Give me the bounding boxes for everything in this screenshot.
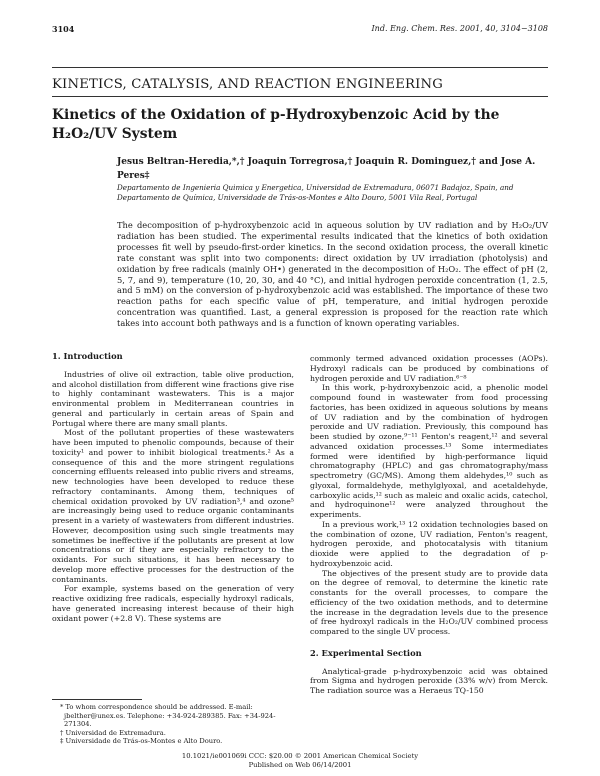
- journal-citation: Ind. Eng. Chem. Res. 2001, 40, 3104−3108: [371, 24, 548, 33]
- footnote-rule: [52, 699, 142, 700]
- section-rule: [52, 96, 548, 97]
- affiliations: [117, 183, 548, 203]
- footnote-dagger: † Universidad de Extremadura.: [60, 728, 166, 737]
- intro-paragraph-6: In a previous work,¹³ 12 oxidation technologies based on the combination of ozone, UV radiation, Fenton's reagent, hydrogen peroxide, and photocatalysis with titanium dioxide were applied to the degradation of p-hydroxybenzoic acid.: [310, 519, 548, 568]
- doi-copyright-line: 10.1021/ie001069i CCC: $20.00 © 2001 American Chemical Society: [181, 752, 419, 760]
- experimental-heading: 2. Experimental Section: [310, 647, 422, 658]
- page-number: 3104: [52, 24, 75, 34]
- affiliation-1: Departamento de Ingenieria Quimica y Energetica, Universidad de Extremadura, 06071 Badajoz, Spain, and: [117, 183, 514, 192]
- publication-date: Published on Web 06/14/2001: [248, 760, 352, 769]
- intro-paragraph-1: Industries of olive oil extraction, table olive production, and alcohol distillation from different wine fractions give rise to highly contaminant wastewaters. This is a major environmental problem in Mediterranean countries in general and particularly in certain areas of Spain and Portugal where there are many small plants.: [52, 369, 294, 428]
- article-title: Kinetics of the Oxidation of p-Hydroxybenzoic Acid by the H₂O₂/UV System: [52, 107, 500, 142]
- intro-paragraph-5: In this work, p-hydroxybenzoic acid, a phenolic model compound found in wastewater from food processing factories, has been oxidized in aqueous solutions by means of UV radiation and by the combination of hydrogen peroxide and UV radiation. Previously, this compound has been studied by ozone,⁹⁻¹¹ Fenton's reagent,¹² and several advanced oxidation processes.¹³ Some intermediates formed were identified by high-performance liquid chromatography (HPLC) and gas chromatography/mass spectrometry (GC/MS). Among them aldehydes,¹⁰ such as glyoxal, formaldehyde, methylglyoxal, and acetaldehyde, carboxylic acids,¹² such as maleic and oxalic acids, catechol, and hydroquinone¹² were analyzed throughout the experiments.: [310, 383, 548, 519]
- intro-paragraph-4: commonly termed advanced oxidation processes (AOPs). Hydroxyl radicals can be produced by combinations of hydrogen peroxide and UV radiation.⁶⁻⁸: [310, 354, 548, 383]
- running-head: [52, 24, 548, 36]
- author-list: Jesus Beltran-Heredia,*,† Joaquin Torregrosa,† Joaquin R. Dominguez,† and Jose A. Peres‡: [117, 157, 536, 181]
- experimental-paragraph-1: Analytical-grade p-hydroxybenzoic acid was obtained from Sigma and hydrogen peroxide (33% w/v) from Merck. The radiation source was a Heraeus TQ-150: [310, 666, 548, 695]
- abstract: The decomposition of p-hydroxybenzoic acid in aqueous solution by UV radiation and by H₂O₂/UV radiation has been studied. The experimental results indicated that the kinetics of both oxidation processes fit well by pseudo-first-order kinetics. In the second oxidation process, the overall kinetic rate constant was split into two components: direct oxidation by UV irradiation (photolysis) and oxidation by free radicals (mainly OH•) generated in the decomposition of H₂O₂. The effect of pH (2, 5, 7, and 9), temperature (10, 20, 30, and 40 °C), and initial hydrogen peroxide concentration (1, 2.5, and 5 mM) on the conversion of p-hydroxybenzoic acid was established. The importance of these two reaction paths for each specific value of pH, temperature, and initial hydrogen peroxide concentration was quantified. Last, a general expression is proposed for the reaction rate which takes into account both pathways and is a function of known operating variables.: [117, 220, 548, 329]
- right-column: [310, 354, 548, 696]
- footnote-correspondence: * To whom correspondence should be addressed. E-mail: jbelther@unex.es. Telephone: +34-924-289385. Fax: +34-924-271304.: [60, 703, 276, 729]
- affiliation-2: Departamento de Química, Universidade de Trás-os-Montes e Alto Douro, 5001 Vila Real, Portugal: [117, 193, 478, 202]
- footnotes: [52, 699, 294, 746]
- left-column: [52, 352, 294, 623]
- intro-paragraph-3: For example, systems based on the generation of very reactive oxidizing free radicals, especially hydroxyl radicals, have generated increasing interest because of their high oxidant power (+2.8 V). These systems are: [52, 584, 294, 623]
- intro-paragraph-7: The objectives of the present study are to provide data on the degree of removal, to determine the kinetic rate constants for the overall processes, to compare the efficiency of the two oxidation methods, and to determine the increase in the degradation levels due to the presence of free hydroxyl radicals in the H₂O₂/UV combined process compared to the single UV process.: [310, 568, 548, 636]
- section-heading: KINETICS, CATALYSIS, AND REACTION ENGINEERING: [52, 77, 444, 92]
- intro-paragraph-2: Most of the pollutant properties of these wastewaters have been imputed to phenolic compounds, because of their toxicity¹ and power to inhibit biological treatments.² As a consequence of this and the more stringent regulations concerning effluents released into public rivers and streams, new technologies have been developed to reduce these refractory contaminants. Among them, techniques of chemical oxidation provoked by UV radiation³,⁴ and ozone⁵ are increasingly being used to reduce organic contaminants present in a variety of wastewaters from different industries. However, decomposition using such single treatments may sometimes be ineffective if the pollutants are present at low concentrations or if they are especially refractory to the oxidants. For such situations, it has been necessary to develop more effective processes for the destruction of the contaminants.: [52, 428, 294, 584]
- intro-heading: 1. Introduction: [52, 351, 123, 361]
- footnote-double-dagger: ‡ Universidade de Trás-os-Montes e Alto Douro.: [60, 737, 223, 746]
- top-rule: [52, 67, 548, 68]
- page-footer: [52, 752, 548, 769]
